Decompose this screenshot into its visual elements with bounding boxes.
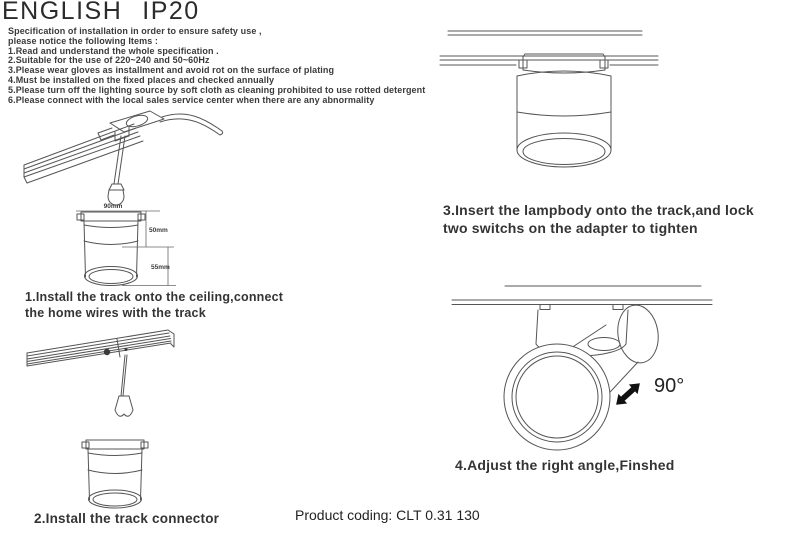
lamp-head-drawing	[504, 302, 662, 450]
step2-caption	[34, 511, 219, 526]
ceiling-lines-drawing	[448, 31, 642, 35]
power-cable-drawing	[160, 114, 223, 135]
step3-caption-line1: 3.Insert the lampbody onto the track,and lock	[443, 202, 754, 218]
track-drawing	[452, 300, 712, 310]
lamp-adapter-drawing	[519, 54, 608, 73]
lamp-body-drawing	[82, 440, 148, 508]
page-title	[2, 0, 200, 26]
dimension-lower-height-label: 55mm	[151, 264, 170, 271]
figure-step2-track-connector-drawing	[18, 328, 240, 513]
step1-caption	[25, 289, 283, 321]
dimension-upper-height-label: 50mm	[149, 227, 168, 234]
figure-step4-adjust-angle-drawing	[438, 280, 728, 458]
spec-intro-line: Specification of installation in order to ensure safety use ,	[8, 26, 262, 36]
spec-item: 1.Read and understand the whole specification .	[8, 45, 219, 56]
spec-item: 4.Must be installed on the fixed places and checked annually	[8, 74, 275, 85]
rotation-angle-label: 90°	[654, 375, 685, 397]
track-drawing	[440, 56, 658, 65]
product-coding: Product coding: CLT 0.31 130	[295, 507, 480, 523]
figure-step3-lamp-on-track-drawing	[434, 24, 696, 202]
step2-caption-line1: 2.Install the track connector	[34, 511, 220, 526]
spec-item: 3.Please wear gloves as installment and avoid rot on the surface of plating	[8, 65, 335, 76]
step1-caption-line1: 1.Install the track onto the ceiling,connect	[25, 290, 284, 304]
ceiling-track-drawing	[24, 124, 143, 183]
figure-step1-track-install-drawing	[18, 110, 240, 292]
step4-caption-line1: 4.Adjust the right angle,Finshed	[455, 457, 675, 473]
lamp-body-drawing	[517, 71, 611, 167]
power-feed-connector-drawing	[98, 111, 164, 141]
safety-specification	[8, 27, 425, 105]
spec-item: 2.Suitable for the use of 220~240 and 50~60Hz	[8, 55, 210, 66]
step4-caption	[455, 457, 675, 473]
track-bar-drawing	[27, 330, 174, 366]
connector-plug-drawing	[115, 355, 133, 416]
dimension-width-label: 90mm	[103, 203, 123, 210]
step1-caption-line2: the home wires with the track	[25, 306, 206, 320]
spec-item: 5.Please turn off the lighting source by soft cloth as cleaning prohibited to use rotted detergent	[8, 84, 426, 95]
step3-caption-line2: two switchs on the adapter to tighten	[443, 219, 698, 236]
step3-caption	[443, 202, 754, 237]
spec-item: 6.Please connect with the local sales service center when there are any abnormality	[8, 94, 375, 105]
lamp-body-drawing	[77, 212, 145, 286]
ip-rating: IP20	[142, 0, 200, 25]
page-title-language: ENGLISH	[2, 0, 123, 25]
rotation-arrow-icon	[612, 378, 644, 409]
spec-intro-line: please notice the following Items :	[8, 35, 159, 46]
